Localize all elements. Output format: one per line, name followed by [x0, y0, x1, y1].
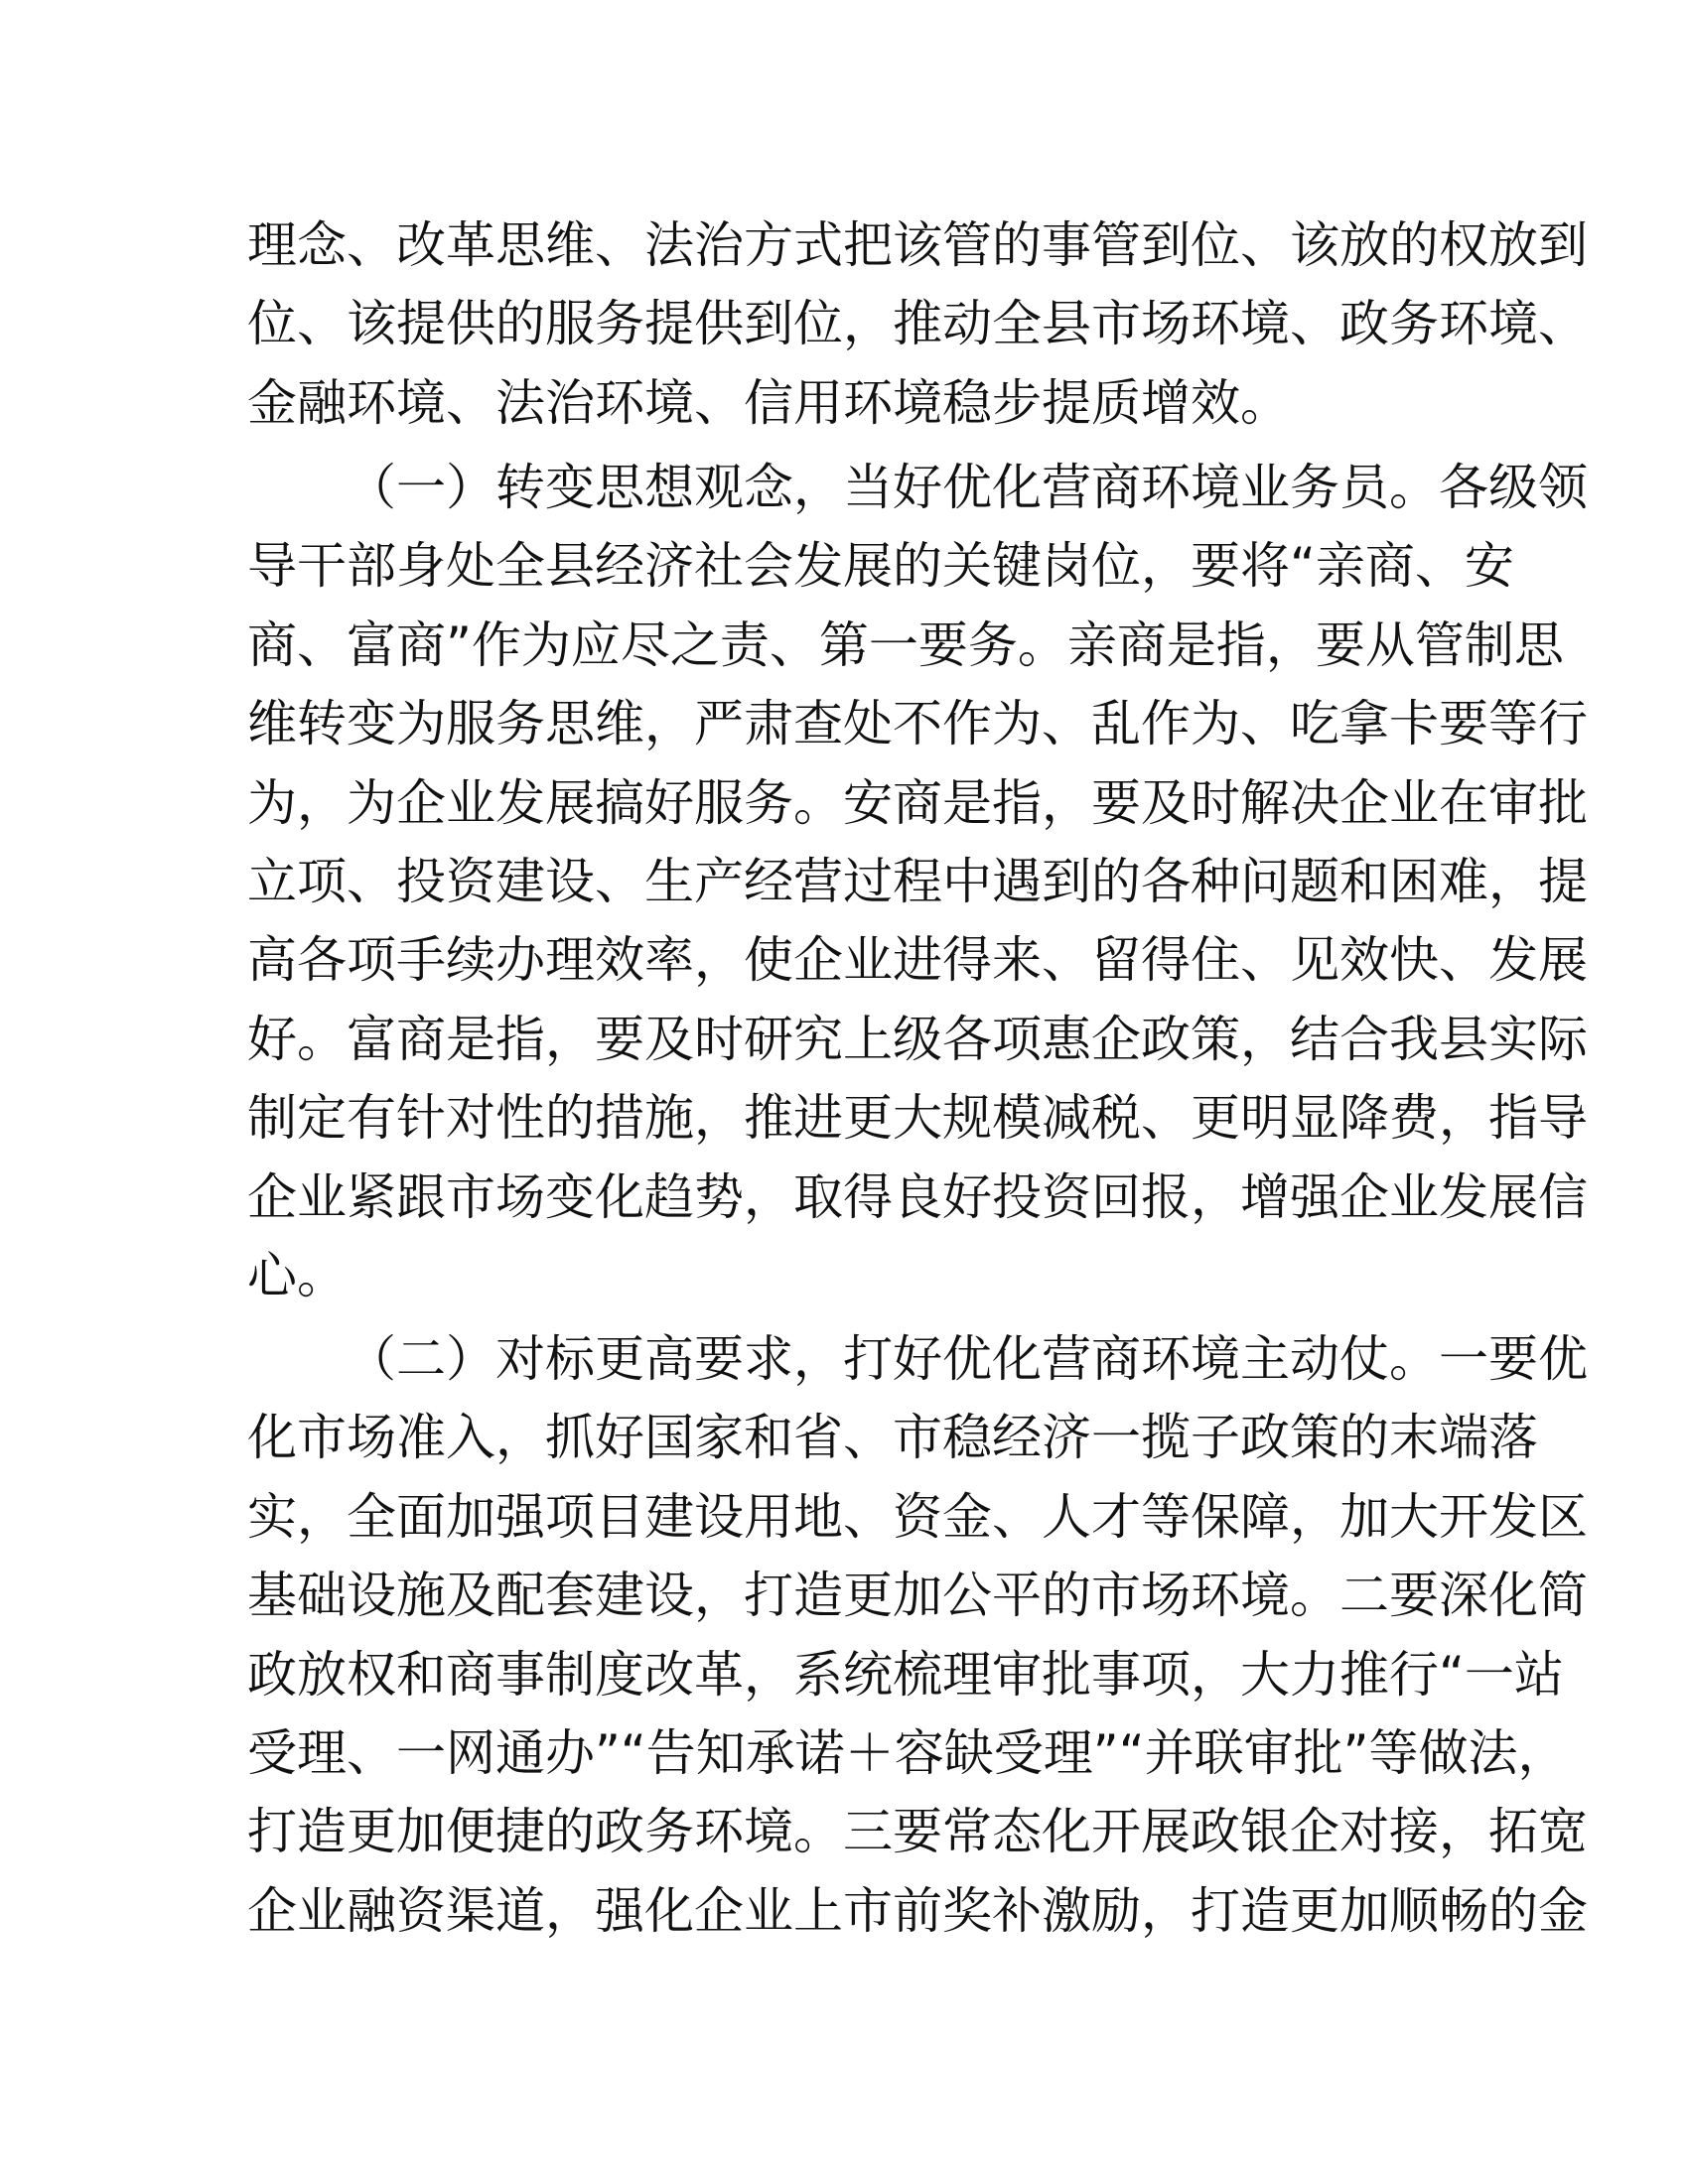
text-line: 制定有针对性的措施，推进更大规模减税、更明显降费，指导 [247, 1089, 1588, 1148]
text-line: 理念、改革思维、法治方式把该管的事管到位、该放的权放到 [247, 216, 1588, 274]
text-line: 企业融资渠道，强化企业上市前奖补激励，打造更加顺畅的金 [247, 1881, 1588, 1940]
text-line: （二）对标更高要求，打好优化营商环境主动仗。一要优 [347, 1330, 1588, 1388]
text-line: （一）转变思想观念，当好优化营商环境业务员。各级领 [347, 459, 1588, 516]
text-line: 受理、一网通办”“告知承诺＋容缺受理”“并联审批”等做法， [247, 1723, 1568, 1782]
text-line: 打造更加便捷的政务环境。三要常态化开展政银企对接，拓宽 [247, 1803, 1588, 1861]
text-line: 金融环境、法治环境、信用环境稳步提质增效。 [247, 373, 1290, 432]
text-line: 政放权和商事制度改革，系统梳理审批事项，大力推行“一站 [247, 1645, 1564, 1704]
text-line: 高各项手续办理效率，使企业进得来、留得住、见效快、发展 [247, 931, 1588, 990]
text-line: 维转变为服务思维，严肃查处不作为、乱作为、吃拿卡要等行 [247, 695, 1588, 753]
text-line: 好。富商是指，要及时研究上级各项惠企政策，结合我县实际 [247, 1010, 1588, 1068]
text-line: 化市场准入，抓好国家和省、市稳经济一揽子政策的末端落 [247, 1409, 1538, 1467]
paragraph-2 [247, 449, 1588, 1315]
paragraph-1 [247, 206, 1588, 443]
text-line: 为，为企业发展搞好服务。安商是指，要及时解决企业在审批 [247, 773, 1588, 832]
text-line: 位、该提供的服务提供到位，推动全县市场环境、政务环境、 [247, 295, 1588, 353]
text-line: 商、富商”作为应尽之责、第一要务。亲商是指，要从管制思 [247, 615, 1564, 674]
text-line: 导干部身处全县经济社会发展的关键岗位，要将“亲商、安 [247, 537, 1514, 596]
text-line: 心。 [247, 1246, 347, 1304]
text-line: 基础设施及配套建设，打造更加公平的市场环境。二要深化简 [247, 1567, 1588, 1625]
paragraph-3 [247, 1320, 1588, 1951]
text-line: 企业紧跟市场变化趋势，取得良好投资回报，增强企业发展信 [247, 1167, 1588, 1226]
text-line: 实，全面加强项目建设用地、资金、人才等保障，加大开发区 [247, 1487, 1588, 1546]
text-line: 立项、投资建设、生产经营过程中遇到的各种问题和困难，提 [247, 852, 1588, 910]
